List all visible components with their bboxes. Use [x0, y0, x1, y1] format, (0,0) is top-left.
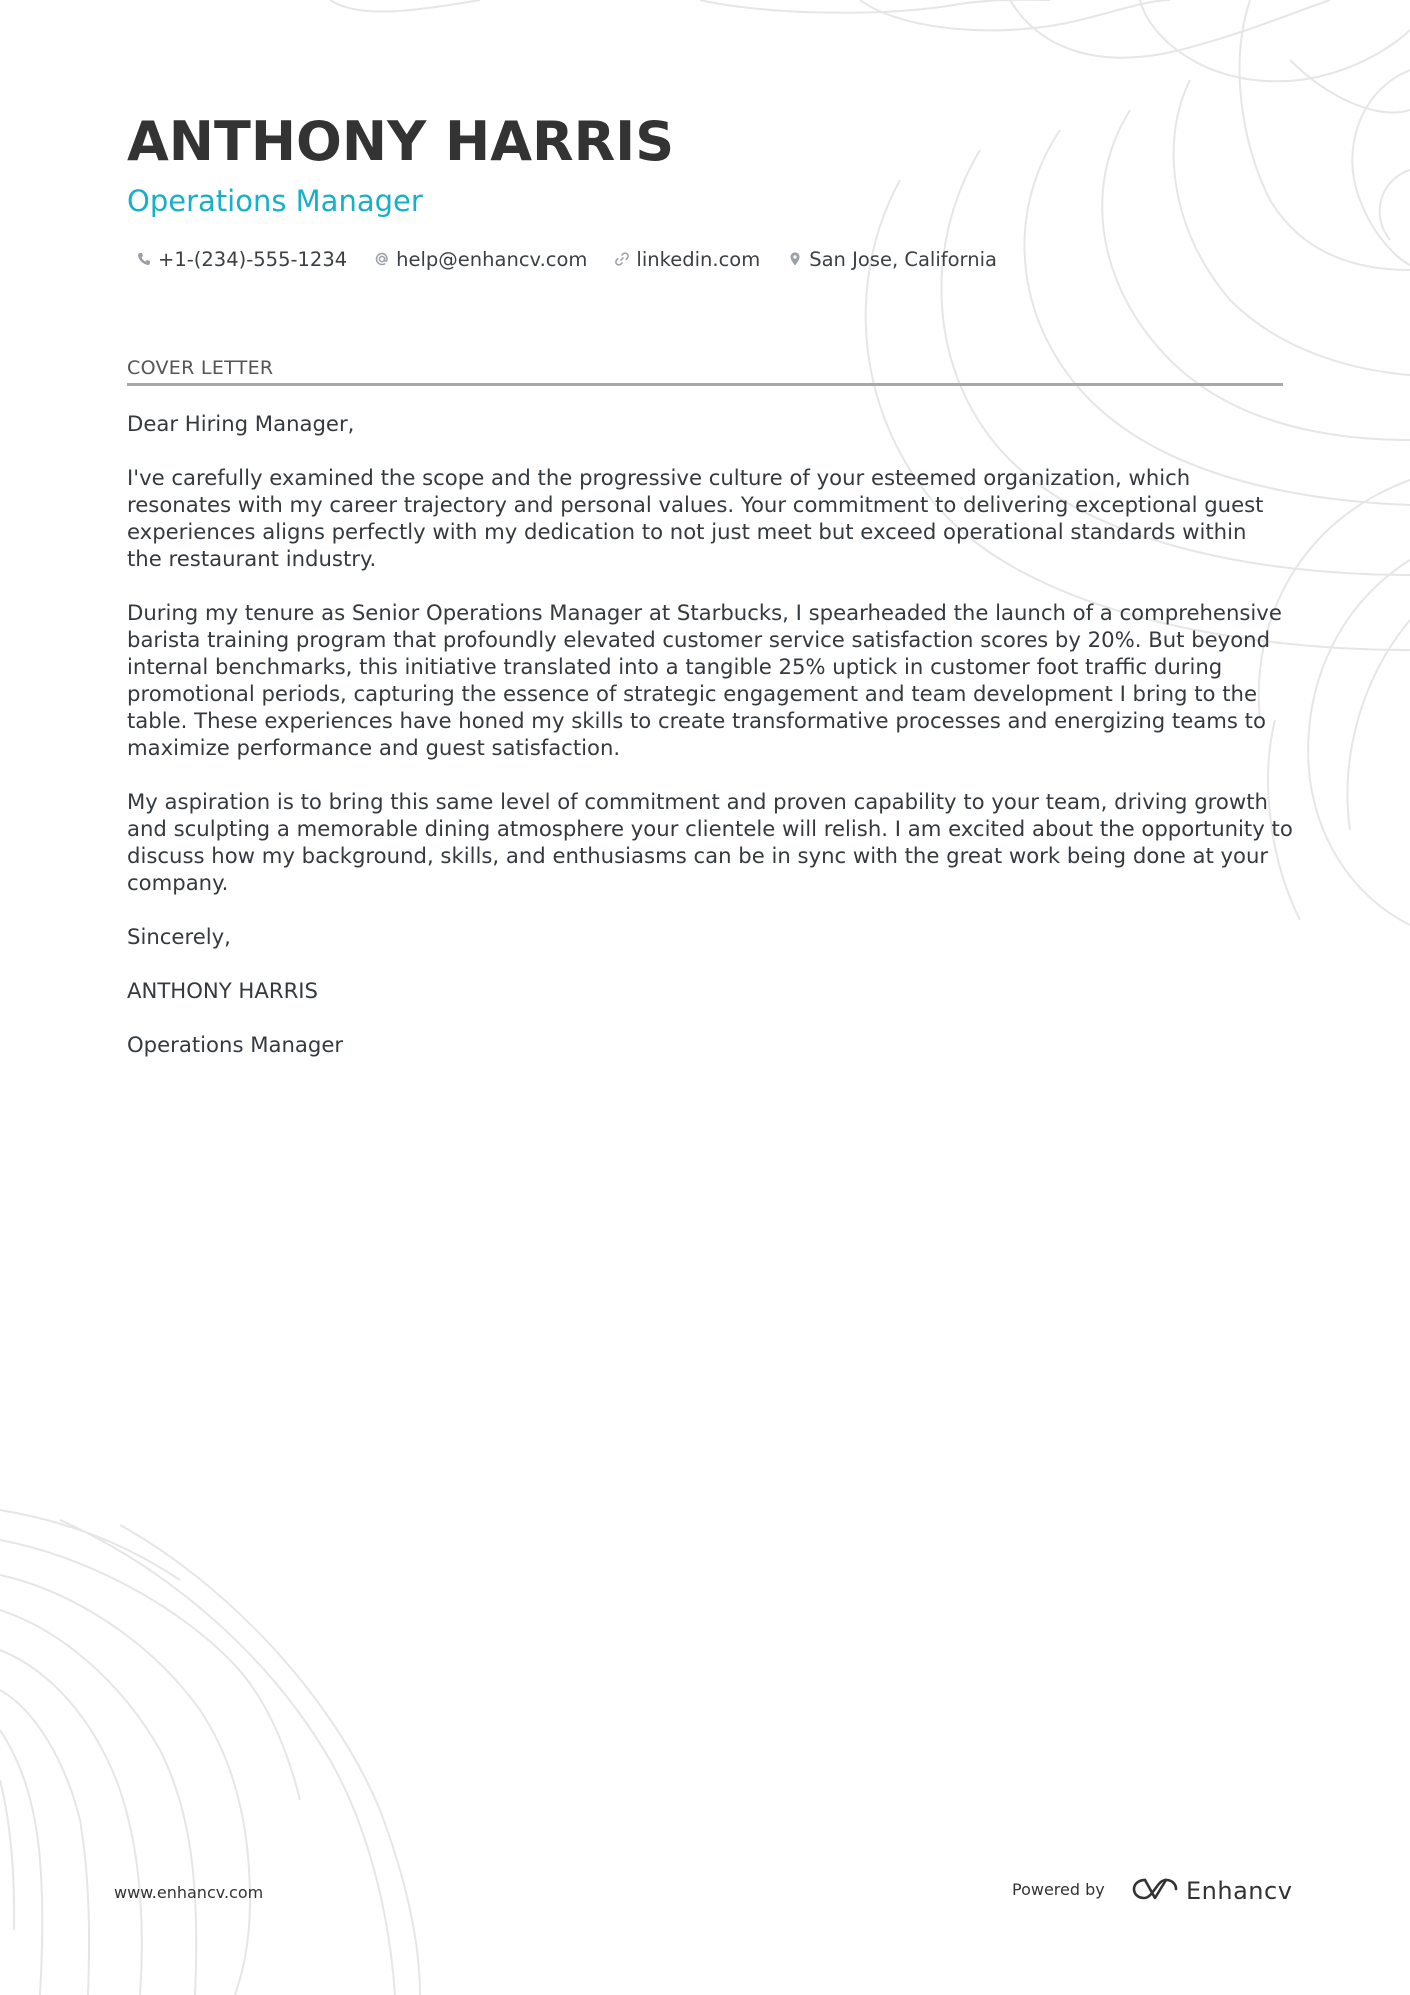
powered-by-label: Powered by	[1012, 1880, 1105, 1899]
paragraph-line: internal benchmarks, this initiative translated into a tangible 25% uptick in customer foot traffic during	[127, 654, 1223, 679]
paragraph-line: During my tenure as Senior Operations Manager at Starbucks, I spearheaded the launch of a comprehensive	[127, 600, 1282, 625]
section-divider	[127, 383, 1283, 386]
contact-email-text: help@enhancv.com	[396, 247, 588, 271]
paragraph-line: company.	[127, 870, 229, 895]
paragraph-3	[127, 788, 1297, 896]
footer-website-link[interactable]: www.enhancv.com	[114, 1883, 264, 1902]
paragraph-line: discuss how my background, skills, and enthusiasms can be in sync with the great work being done at your	[127, 843, 1269, 868]
phone-icon	[135, 250, 153, 268]
contact-linkedin-text: linkedin.com	[636, 247, 761, 271]
paragraph-line: I've carefully examined the scope and the progressive culture of your esteemed organization, which	[127, 465, 1191, 490]
salutation: Dear Hiring Manager,	[127, 411, 355, 436]
at-icon	[373, 250, 391, 268]
letter-body	[127, 410, 1297, 1085]
contact-location-text: San Jose, California	[809, 247, 997, 271]
paragraph-line: table. These experiences have honed my skills to create transformative processes and energizing teams to	[127, 708, 1266, 733]
paragraph-line: maximize performance and guest satisfaction.	[127, 735, 621, 760]
contact-phone-text: +1-(234)-555-1234	[158, 247, 348, 271]
brand-logo[interactable]	[1132, 1874, 1292, 1908]
paragraph-line: My aspiration is to bring this same level of commitment and proven capability to your team, driving growth	[127, 789, 1268, 814]
section-title: COVER LETTER	[127, 357, 274, 379]
paragraph-line: and sculpting a memorable dining atmosphere your clientele will relish. I am excited about the opportunity to	[127, 816, 1293, 841]
enhancv-logo-icon	[1132, 1876, 1178, 1906]
contact-location	[786, 248, 997, 271]
contact-phone[interactable]	[135, 248, 347, 271]
signature-name: ANTHONY HARRIS	[127, 978, 318, 1003]
brand-name: Enhancv	[1186, 1877, 1293, 1905]
link-icon	[613, 250, 631, 268]
signature-title: Operations Manager	[127, 1032, 344, 1057]
contact-row	[135, 244, 1023, 274]
contact-linkedin[interactable]	[613, 248, 760, 271]
closing: Sincerely,	[127, 924, 231, 949]
paragraph-2	[127, 599, 1297, 761]
paragraph-line: promotional periods, capturing the essence of strategic engagement and team development I bring to the	[127, 681, 1257, 706]
paragraph-1	[127, 464, 1297, 572]
candidate-role: Operations Manager	[127, 184, 423, 218]
location-pin-icon	[786, 250, 804, 268]
candidate-name: ANTHONY HARRIS	[127, 110, 675, 173]
paragraph-line: barista training program that profoundly elevated customer service satisfaction scores by 20%. But beyond	[127, 627, 1271, 652]
paragraph-line: experiences aligns perfectly with my dedication to not just meet but exceed operational standards within	[127, 519, 1247, 544]
paragraph-line: the restaurant industry.	[127, 546, 377, 571]
paragraph-line: resonates with my career trajectory and personal values. Your commitment to delivering exceptional guest	[127, 492, 1264, 517]
contact-email[interactable]	[373, 248, 587, 271]
